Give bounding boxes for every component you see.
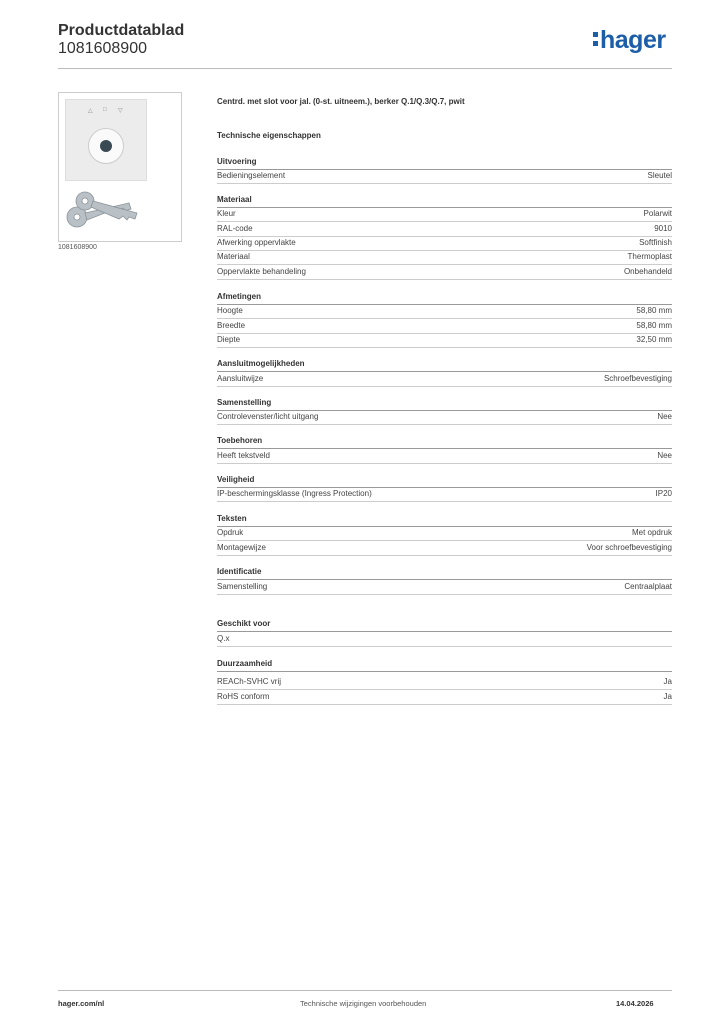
product-title: Centrd. met slot voor jal. (0-st. uitneem.), berker Q.1/Q.3/Q.7, pwit — [217, 97, 465, 106]
section-afmetingen: Afmetingen — [217, 290, 672, 305]
section-identificatie: Identificatie — [217, 565, 672, 580]
hager-logo — [593, 26, 666, 55]
up-arrow-icon: △ — [88, 108, 93, 114]
spec-row: Afwerking oppervlakte Softfinish — [217, 236, 672, 251]
footer-date: 14.04.2026 — [616, 999, 654, 1008]
section-teksten: Teksten — [217, 512, 672, 527]
spec-row: Controlevenster/licht uitgang Nee — [217, 410, 672, 425]
spec-row: Bedieningselement Sleutel — [217, 169, 672, 184]
central-plate-image — [65, 99, 147, 181]
footer-website-link[interactable]: hager.com/nl — [58, 999, 105, 1008]
product-image — [58, 92, 182, 242]
spec-row: Heeft tekstveld Nee — [217, 449, 672, 464]
product-number: 1081608900 — [58, 40, 147, 57]
spec-row: Breedte 58,80 mm — [217, 319, 672, 334]
spec-row: IP-beschermingsklasse (Ingress Protection) IP20 — [217, 487, 672, 502]
keys-icon — [63, 187, 143, 235]
spec-row: RAL-code 9010 — [217, 222, 672, 237]
section-veiligheid: Veiligheid — [217, 473, 672, 488]
footer-note: Technische wijzigingen voorbehouden — [300, 999, 427, 1008]
spec-row: RoHS conform Ja — [217, 690, 672, 705]
section-samenstelling: Samenstelling — [217, 396, 672, 411]
spec-row: Samenstelling Centraalplaat — [217, 580, 672, 595]
section-toebehoren: Toebehoren — [217, 434, 672, 449]
spec-row: Kleur Polarwit — [217, 207, 672, 222]
footer-divider — [58, 990, 672, 991]
spec-row: Materiaal Thermoplast — [217, 250, 672, 265]
key-lock-icon — [88, 128, 124, 164]
spec-row: Oppervlakte behandeling Onbehandeld — [217, 265, 672, 280]
logo-text: hager — [600, 26, 666, 54]
header-divider — [58, 68, 672, 69]
spec-row: Hoogte 58,80 mm — [217, 304, 672, 319]
section-duurzaamheid: Duurzaamheid — [217, 657, 672, 672]
spec-row: Montagewijze Voor schroefbevestiging — [217, 541, 672, 556]
tech-properties-title: Technische eigenschappen — [217, 131, 321, 140]
spec-row: REACh-SVHC vrij Ja — [217, 675, 672, 690]
image-caption: 1081608900 — [58, 244, 97, 251]
down-arrow-icon: ▽ — [118, 108, 123, 114]
section-uitvoering: Uitvoering — [217, 155, 672, 170]
section-materiaal: Materiaal — [217, 193, 672, 208]
spec-row: Opdruk Met opdruk — [217, 526, 672, 541]
page-title: Productdatablad — [58, 22, 185, 39]
spec-row: Diepte 32,50 mm — [217, 333, 672, 348]
logo-colon-icon — [593, 32, 598, 50]
spec-row: Aansluitwijze Schroefbevestiging — [217, 372, 672, 387]
section-geschikt-voor: Geschikt voor — [217, 617, 672, 632]
stop-icon: □ — [103, 107, 107, 113]
section-aansluitmogelijkheden: Aansluitmogelijkheden — [217, 357, 672, 372]
spec-row: Q.x — [217, 632, 672, 647]
